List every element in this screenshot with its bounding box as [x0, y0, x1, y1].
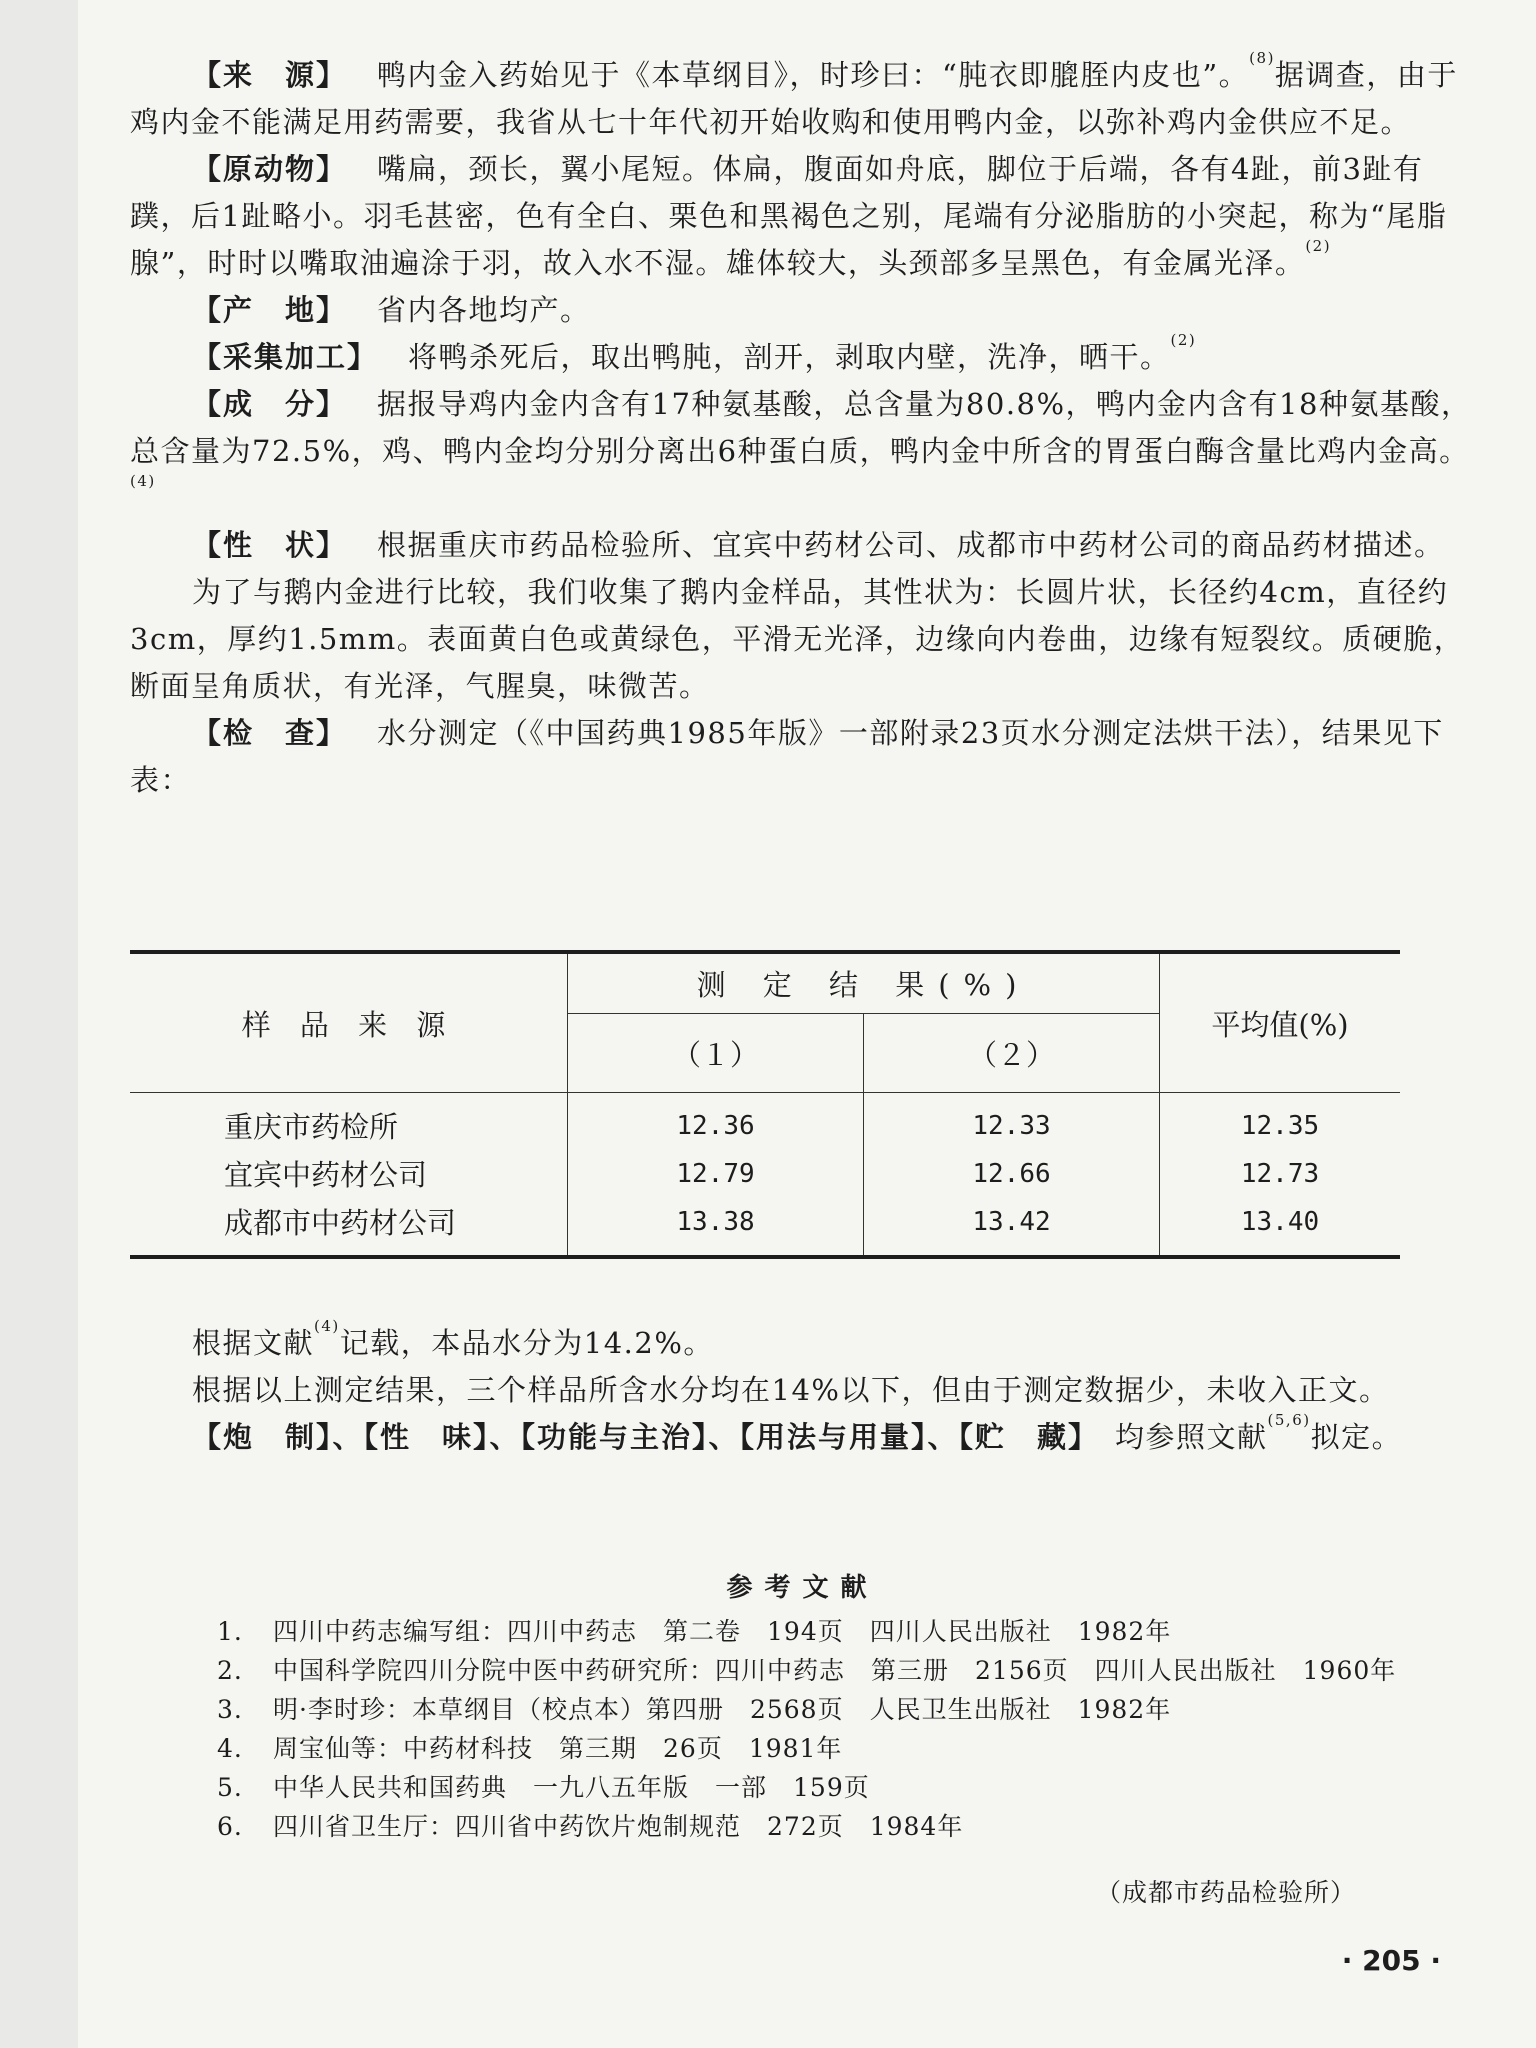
- reference-number: 6.: [217, 1812, 243, 1841]
- table-cell-source: 重庆市药检所: [224, 1110, 399, 1144]
- average-column: [1160, 1093, 1401, 1258]
- moisture-table: [130, 950, 1400, 1259]
- section-composition: [130, 381, 1475, 522]
- header-results: 测 定 结 果(%): [568, 952, 1160, 1014]
- citation: (4): [130, 472, 156, 490]
- section-text: 将鸭杀死后，取出鸭肫，剖开，剥取内壁，洗净，晒干。: [408, 340, 1171, 374]
- reference-item: [130, 1612, 1475, 1651]
- section-check: [130, 710, 1475, 804]
- table-cell-source: 成都市中药材公司: [224, 1206, 457, 1240]
- citation: (2): [1170, 331, 1197, 349]
- header-trial-1: （１）: [568, 1014, 864, 1093]
- section-label: 【成 分】: [192, 387, 348, 421]
- section-text: 嘴扁，颈长，翼小尾短。体扁，腹面如舟底，脚位于后端，各有4趾，前3趾有蹼，后1趾略小。羽毛甚密，色有全白、栗色和黑褐色之别，尾端有分泌脂肪的小突起，称为“尾脂腺”，时时以嘴取油遍涂于羽，故入水不湿。雄体较大，头颈部多呈黑色，有金属光泽。: [130, 152, 1448, 280]
- other-sections-note: [130, 1411, 1475, 1461]
- section-source: [130, 49, 1475, 146]
- text: 根据文献: [192, 1326, 315, 1360]
- section-label: 【产 地】: [192, 293, 348, 327]
- section-label: 【检 查】: [192, 716, 348, 750]
- reference-text: 中国科学院四川分院中医中药研究所：四川中药志 第三册 2156页 四川人民出版社 1960年: [273, 1656, 1397, 1685]
- reference-number: 4.: [217, 1734, 243, 1763]
- section-origin: [130, 287, 1475, 334]
- reference-item: [130, 1768, 1475, 1807]
- table-cell-value: 12.33: [972, 1111, 1051, 1141]
- reference-text: 中华人民共和国药典 一九八五年版 一部 159页: [273, 1773, 870, 1802]
- citation: (8): [1249, 49, 1275, 67]
- section-label: 【性 状】: [192, 528, 348, 562]
- affiliation: （成都市药品检验所）: [1095, 1878, 1356, 1907]
- reference-item: [130, 1651, 1475, 1690]
- table-cell-value: 12.36: [676, 1111, 755, 1141]
- source-column: [130, 1093, 568, 1258]
- trial-2-column: [864, 1093, 1160, 1258]
- table-cell-value: 13.42: [972, 1207, 1051, 1237]
- table-body: [130, 1093, 1400, 1258]
- citation: (5,6): [1267, 1411, 1311, 1429]
- section-text: 根据重庆市药品检验所、宜宾中药材公司、成都市中药材公司的商品药材描述。: [377, 528, 1445, 562]
- text: 记载，本品水分为14.2%。: [339, 1326, 714, 1360]
- reference-text: 明·李时珍：本草纲目（校点本）第四册 2568页 人民卫生出版社 1982年: [273, 1695, 1172, 1724]
- page-number: · 205 ·: [1341, 1944, 1441, 1977]
- body-text: [130, 49, 1475, 804]
- reference-item: [130, 1729, 1475, 1768]
- reference-text: 四川省卫生厅：四川省中药饮片炮制规范 272页 1984年: [273, 1812, 964, 1841]
- section-animal: [130, 146, 1475, 287]
- reference-item: [130, 1807, 1475, 1846]
- post-table-text: [130, 1317, 1475, 1461]
- moisture-note: [130, 1317, 1475, 1367]
- citation: (2): [1305, 237, 1332, 255]
- section-label: 【原动物】: [192, 152, 348, 186]
- reference-text: 四川中药志编写组：四川中药志 第二卷 194页 四川人民出版社 1982年: [273, 1617, 1172, 1646]
- reference-text: 周宝仙等：中药材科技 第三期 26页 1981年: [273, 1734, 843, 1763]
- header-trial-2: （２）: [864, 1014, 1160, 1093]
- references-title: 参考文献: [726, 1573, 879, 1603]
- citation: (4): [314, 1317, 340, 1335]
- section-process: [130, 331, 1475, 381]
- section-text: 水分测定（《中国药典1985年版》一部附录23页水分测定法烘干法），结果见下表：: [130, 716, 1444, 797]
- references: [130, 1567, 1475, 1846]
- trial-1-column: [568, 1093, 864, 1258]
- reference-number: 3.: [217, 1695, 243, 1724]
- section-labels: 【炮 制】、【性 味】、【功能与主治】、【用法与用量】、【贮 藏】: [192, 1420, 1085, 1454]
- table-cell-value: 12.35: [1240, 1111, 1320, 1141]
- table-cell-value: 12.66: [972, 1159, 1051, 1189]
- section-traits: [130, 522, 1475, 569]
- header-source: 样 品 来 源: [130, 952, 568, 1093]
- table-cell-value: 13.40: [1240, 1207, 1320, 1237]
- section-text: 省内各地均产。: [377, 293, 591, 327]
- header-average: 平均值(%): [1160, 952, 1401, 1093]
- reference-number: 2.: [217, 1656, 243, 1685]
- section-text: 鸭内金入药始见于《本草纲目》，时珍曰：“肫衣即膍胵内皮也”。: [377, 58, 1250, 92]
- section-text: 据调查，由于鸡内金不能满足用药需要，我省从七十年代初开始收购和使用鸭内金，以弥补鸡内金供应不足。: [130, 58, 1458, 139]
- section-text: 据报导鸡内金内含有17种氨基酸，总含量为80.8%，鸭内金内含有18种氨基酸，总含量为72.5%，鸡、鸭内金均分别分离出6种蛋白质，鸭内金中所含的胃蛋白酶含量比鸡内金高。: [130, 387, 1472, 468]
- table-cell-value: 12.73: [1240, 1159, 1320, 1189]
- reference-number: 1.: [217, 1617, 243, 1646]
- reference-number: 5.: [217, 1773, 243, 1802]
- section-label: 【采集加工】: [192, 340, 379, 374]
- text: 拟定。: [1310, 1420, 1403, 1454]
- table-cell-value: 13.38: [676, 1207, 755, 1237]
- traits-paragraph: 为了与鹅内金进行比较，我们收集了鹅内金样品，其性状为：长圆片状，长径约4cm，直径约3cm，厚约1.5mm。表面黄白色或黄绿色，平滑无光泽，边缘向内卷曲，边缘有短裂纹。质硬脆，断面呈角质状，有光泽，气腥臭，味微苦。: [130, 575, 1465, 703]
- reference-item: [130, 1690, 1475, 1729]
- text: 均参照文献: [1084, 1420, 1268, 1454]
- section-label: 【来 源】: [192, 58, 348, 92]
- table-cell-value: 12.79: [676, 1159, 755, 1189]
- conclusion: 根据以上测定结果，三个样品所含水分均在14%以下，但由于测定数据少，未收入正文。: [192, 1373, 1390, 1407]
- table-cell-source: 宜宾中药材公司: [224, 1158, 428, 1192]
